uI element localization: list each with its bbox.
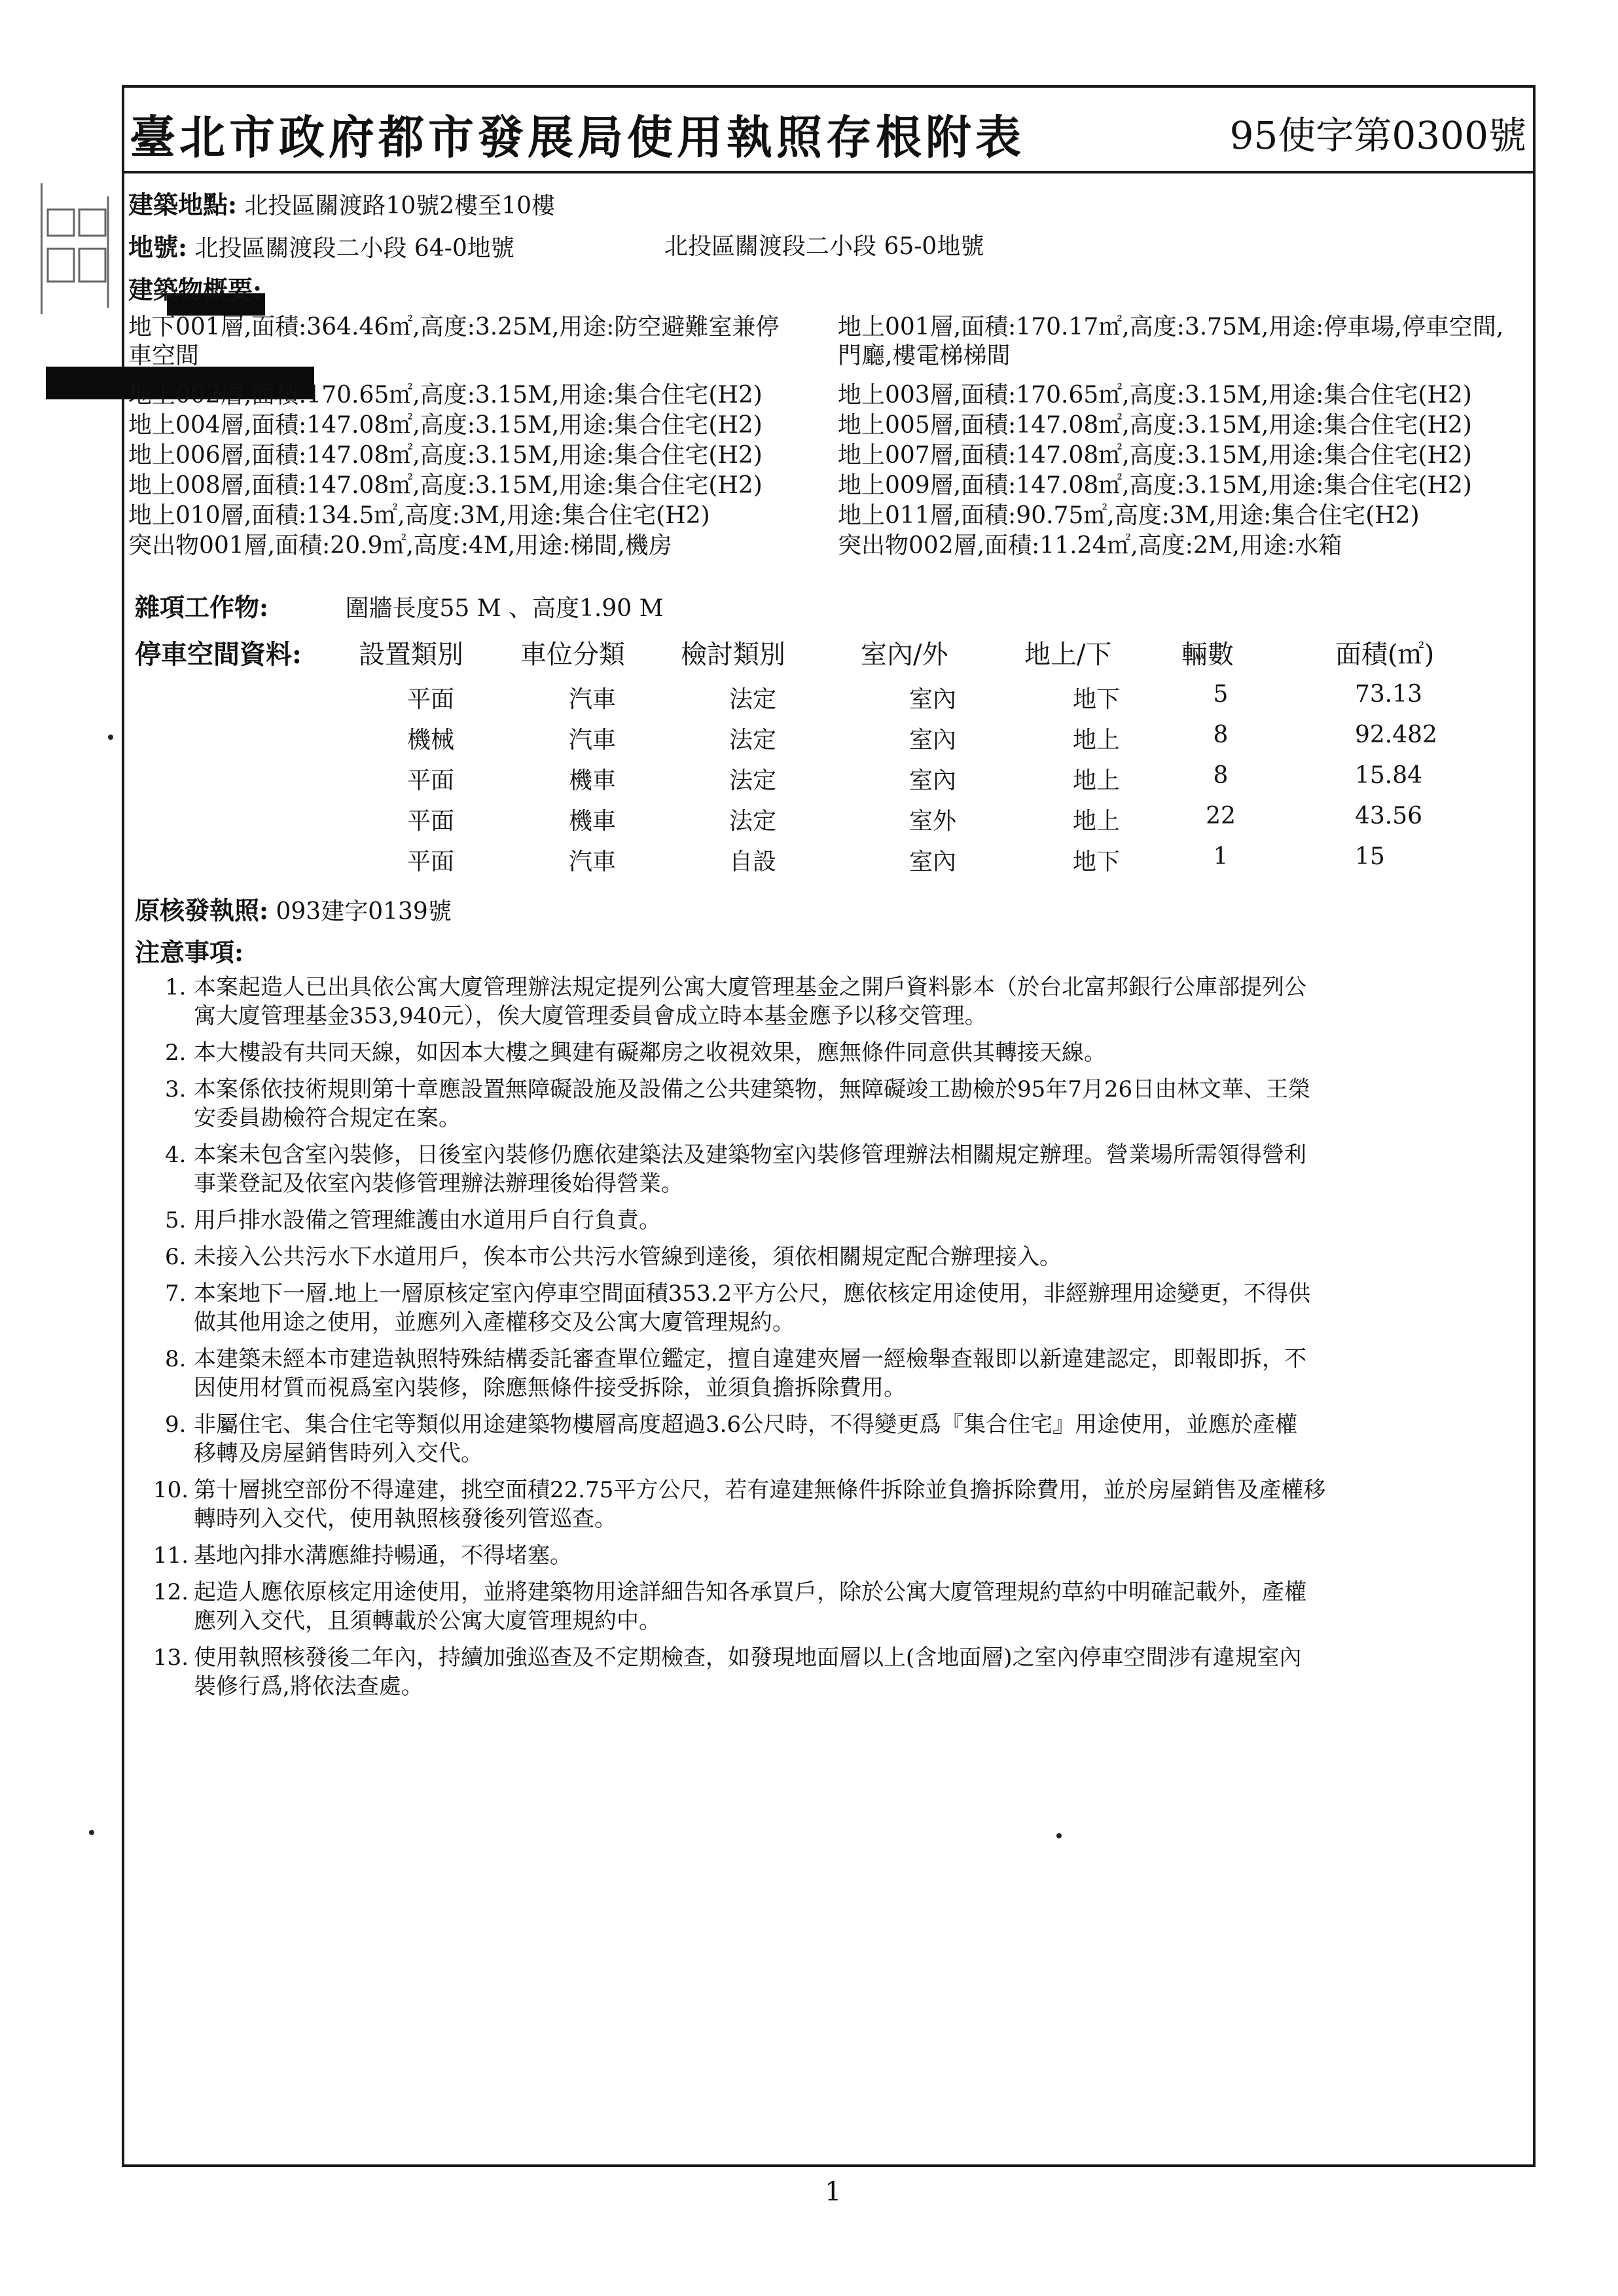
site-address-value: 北投區關渡路10號2樓至10樓 [244,192,556,219]
parking-cell: 8 [1213,762,1229,789]
overview-left-line: 地上010層,面積:134.5㎡,高度:3M,用途:集合住宅(H2) [128,502,710,529]
note-text: 使用執照核發後二年內，持續加強巡查及不定期檢查，如發現地面層以上(含地面層)之室內停車空間涉有違規室內 [194,1645,1302,1671]
lot-number-1: 北投區關渡段二小段 64-0地號 [194,235,514,262]
parking-cell: 汽車 [568,727,616,754]
note-text: 因使用材質而視爲室內裝修，除應無條件接受拆除，並須負擔拆除費用。 [194,1375,906,1401]
parking-cell: 法定 [728,686,776,713]
parking-cell: 地下 [1072,686,1120,713]
note-text: 基地內排水溝應維持暢通，不得堵塞。 [194,1542,572,1569]
parking-cell: 汽車 [568,686,616,713]
overview-right-line: 地上005層,面積:147.08㎡,高度:3.15M,用途:集合住宅(H2) [838,412,1472,439]
scan-speck [108,735,113,740]
note-text: 本案未包含室內裝修，日後室內裝修仍應依建築法及建築物室內裝修管理辦法相關規定辦理。營業場所需領得營利 [194,1142,1306,1168]
parking-cell: 室內 [908,727,956,754]
parking-header: 面積(㎡) [1335,640,1435,670]
note-number: 8. [165,1346,187,1372]
lot-number-label: 地號: [128,232,188,262]
note-text: 本建築未經本市建造執照特殊結構委託審查單位鑑定，擅自違建夾層一經檢舉查報即以新違建認定，即報即拆，不 [194,1346,1306,1372]
overview-right-line: 地上001層,面積:170.17㎡,高度:3.75M,用途:停車場,停車空間, [838,314,1504,340]
note-number: 5. [165,1207,187,1233]
overview-left-line: 地上008層,面積:147.08㎡,高度:3.15M,用途:集合住宅(H2) [128,472,763,499]
misc-works-line [135,592,663,623]
note-text: 非屬住宅、集合住宅等類似用途建築物樓層高度超過3.6公尺時，不得變更爲『集合住宅』用途使用，並應於產權 [194,1412,1298,1438]
note-text: 應列入交代，且須轉載於公寓大廈管理規約中。 [194,1608,661,1634]
parking-cell: 地上 [1072,727,1120,754]
original-permit-line [135,896,452,926]
note-number: 3. [165,1076,187,1102]
note-number: 7. [165,1281,187,1307]
overview-left-line: 地下001層,面積:364.46㎡,高度:3.25M,用途:防空避難室兼停 [128,314,780,340]
site-address-label: 建築地點: [128,190,238,219]
title-row [122,85,1536,173]
parking-cell: 機械 [406,727,454,754]
parking-cell: 15.84 [1355,762,1423,789]
scan-speck [1056,1833,1062,1838]
parking-cell: 室外 [908,808,956,835]
parking-cell: 8 [1213,721,1229,748]
note-text: 寓大廈管理基金353,940元），俟大廈管理委員會成立時本基金應予以移交管理。 [194,1003,987,1029]
parking-cell: 平面 [406,767,454,794]
notes-label: 注意事項: [135,938,244,967]
note-text: 安委員勘檢符合規定在案。 [194,1105,461,1131]
original-permit-value: 093建字0139號 [276,898,452,925]
overview-left-line: 地上006層,面積:147.08㎡,高度:3.15M,用途:集合住宅(H2) [128,442,763,469]
note-text: 第十層挑空部份不得違建，挑空面積22.75平方公尺，若有違建無條件拆除並負擔拆除費用，並於房屋銷售及產權移 [194,1477,1326,1503]
overview-right-line: 地上009層,面積:147.08㎡,高度:3.15M,用途:集合住宅(H2) [838,472,1472,499]
parking-cell: 室內 [908,848,956,875]
parking-cell: 汽車 [568,848,616,875]
note-text: 起造人應依原核定用途使用，並將建築物用途詳細告知各承買戶，除於公寓大廈管理規約草約中明確記載外，產權 [194,1579,1306,1605]
note-text: 事業登記及依室內裝修管理辦法辦理後始得營業。 [194,1171,683,1197]
parking-cell: 平面 [406,848,454,875]
parking-header: 地上/下 [1024,640,1112,670]
note-number: 1. [165,974,187,1000]
note-number: 4. [165,1142,187,1168]
parking-header: 設置類別 [359,640,463,670]
parking-header: 檢討類別 [681,640,785,670]
parking-cell: 地下 [1072,848,1120,875]
note-text: 本案起造人已出具依公寓大廈管理辦法規定提列公寓大廈管理基金之開戶資料影本（於台北富邦銀行公庫部提列公 [194,974,1306,1000]
site-address-line [128,190,555,220]
note-text: 本大樓設有共同天線，如因本大樓之興建有礙鄰房之收視效果，應無條件同意供其轉接天線。 [194,1040,1106,1066]
parking-cell: 5 [1213,681,1229,708]
parking-cell: 法定 [728,808,776,835]
overview-label: 建築物概要: [128,275,262,304]
overview-left-line: 突出物001層,面積:20.9㎡,高度:4M,用途:梯間,機房 [128,532,672,559]
note-text: 用戶排水設備之管理維護由水道用戶自行負責。 [194,1207,661,1233]
parking-cell: 平面 [406,686,454,713]
parking-cell: 法定 [728,727,776,754]
scan-speck [89,1830,94,1835]
parking-cell: 自設 [728,848,776,875]
parking-cell: 92.482 [1355,721,1437,748]
overview-right-line: 地上011層,面積:90.75㎡,高度:3M,用途:集合住宅(H2) [838,502,1420,529]
page-number: 1 [825,2177,842,2207]
seal-stamp-icon [41,183,141,314]
overview-right-line: 突出物002層,面積:11.24㎡,高度:2M,用途:水箱 [838,532,1342,559]
document-title: 臺北市政府都市發展局使用執照存根附表 [130,110,1025,164]
note-number: 10. [153,1477,189,1503]
overview-left-line: 地上002層,面積:170.65㎡,高度:3.15M,用途:集合住宅(H2) [128,382,763,409]
misc-works-label: 雜項工作物: [135,592,269,622]
note-number: 9. [165,1412,187,1438]
note-number: 13. [153,1645,189,1671]
parking-cell: 平面 [406,808,454,835]
note-text: 裝修行爲,將依法查處。 [194,1673,423,1700]
note-text: 做其他用途之使用，並應列入產權移交及公寓大廈管理規約。 [194,1309,795,1336]
overview-left-line: 地上004層,面積:147.08㎡,高度:3.15M,用途:集合住宅(H2) [128,412,763,439]
lot-number-line [128,232,514,263]
parking-cell: 15 [1355,843,1385,870]
parking-cell: 地上 [1072,767,1120,794]
parking-cell: 1 [1213,843,1229,870]
note-number: 12. [153,1579,189,1605]
parking-cell: 法定 [728,767,776,794]
parking-cell: 機車 [568,808,616,835]
note-number: 6. [165,1244,187,1270]
note-text: 轉時列入交代，使用執照核發後列管巡查。 [194,1506,617,1532]
parking-cell: 機車 [568,767,616,794]
parking-header: 輛數 [1181,640,1234,670]
misc-works-value: 圍牆長度55 M 、高度1.90 M [345,595,664,622]
parking-cell: 室內 [908,686,956,713]
note-number: 2. [165,1040,187,1066]
permit-number: 95使字第0300號 [1229,113,1526,158]
note-text: 本案地下一層.地上一層原核定室內停車空間面積353.2平方公尺，應依核定用途使用，非經辦理用途變更，不得供 [194,1281,1311,1307]
parking-cell: 73.13 [1355,681,1423,708]
parking-cell: 22 [1206,803,1236,829]
parking-label: 停車空間資料: [135,639,302,670]
parking-cell: 43.56 [1355,803,1423,829]
overview-right-line: 地上007層,面積:147.08㎡,高度:3.15M,用途:集合住宅(H2) [838,442,1472,469]
original-permit-label: 原核發執照: [135,896,269,925]
parking-header: 車位分類 [520,640,625,670]
overview-right-line: 地上003層,面積:170.65㎡,高度:3.15M,用途:集合住宅(H2) [838,382,1472,409]
note-text: 本案係依技術規則第十章應設置無障礙設施及設備之公共建築物，無障礙竣工勘檢於95年7月26日由林文華、王榮 [194,1076,1311,1102]
parking-cell: 地上 [1072,808,1120,835]
parking-cell: 室內 [908,767,956,794]
note-text: 移轉及房屋銷售時列入交代。 [194,1440,483,1467]
parking-header: 室內/外 [861,640,948,670]
overview-left-line: 車空間 [128,342,200,369]
lot-number-2: 北投區關渡段二小段 65-0地號 [664,233,984,260]
note-text: 未接入公共污水下水道用戶，俟本市公共污水管線到達後，須依相關規定配合辦理接入。 [194,1244,1062,1270]
overview-right-line: 門廳,樓電梯梯間 [838,342,1011,369]
note-number: 11. [153,1542,189,1569]
